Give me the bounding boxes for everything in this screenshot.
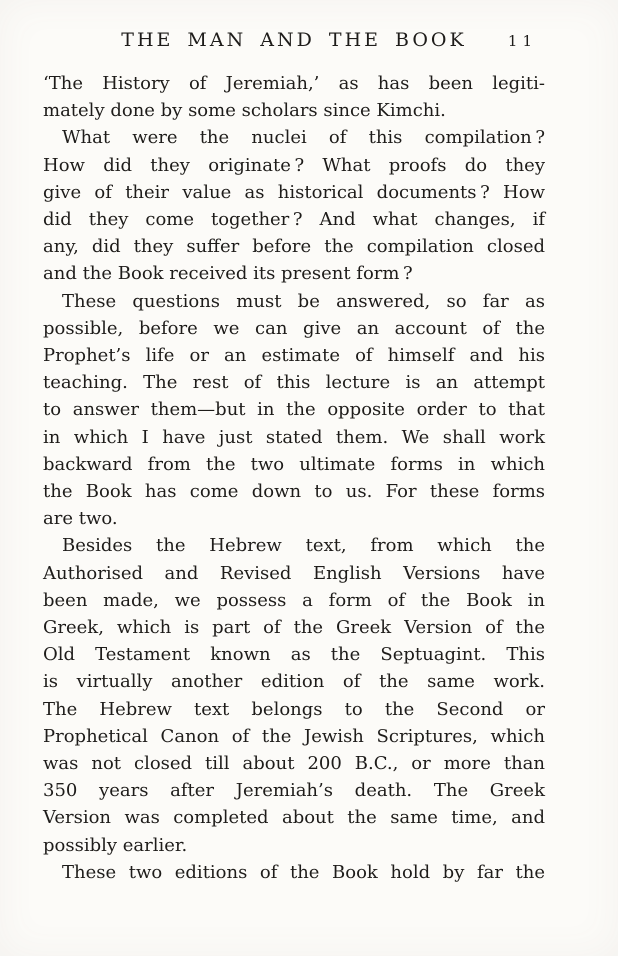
- text-line: to answer them—but in the opposite order to that: [43, 399, 545, 421]
- text-line: been made, we possess a form of the Book in: [43, 589, 545, 611]
- text-line: Version was completed about the same time, and: [43, 807, 545, 829]
- text-line: is virtually another edition of the same work.: [43, 671, 545, 693]
- text-line: was not closed till about 200 B.C., or more than: [43, 753, 545, 775]
- text-line: Greek, which is part of the Greek Version of the: [43, 617, 545, 639]
- text-line: Authorised and Revised English Versions have: [43, 562, 545, 584]
- text-line: Besides the Hebrew text, from which the: [62, 535, 545, 557]
- text-line: Prophet’s life or an estimate of himself and his: [43, 345, 545, 367]
- text-line: mately done by some scholars since Kimchi.: [43, 100, 446, 122]
- text-line: These questions must be answered, so far as: [62, 290, 545, 312]
- text-line: Prophetical Canon of the Jewish Scriptures, which: [43, 725, 545, 747]
- running-header: [43, 29, 545, 55]
- text-line: These two editions of the Book hold by far the: [62, 861, 545, 883]
- text-line: teaching. The rest of this lecture is an attempt: [43, 372, 545, 394]
- text-line: did they come together ? And what changes, if: [43, 209, 545, 231]
- page-body: [43, 70, 545, 886]
- text-line: How did they originate ? What proofs do they: [43, 154, 545, 176]
- page-title: THE MAN AND THE BOOK: [121, 29, 467, 51]
- text-line: possibly earlier.: [43, 834, 188, 856]
- text-line: ‘The History of Jeremiah,’ as has been legiti-: [43, 73, 545, 94]
- text-line: give of their value as historical documents ? How: [43, 181, 545, 203]
- text-line: What were the nuclei of this compilation ?: [62, 127, 545, 149]
- text-line: backward from the two ultimate forms in which: [43, 453, 545, 475]
- text-line: any, did they suffer before the compilation closed: [43, 236, 545, 258]
- text-line: the Book has come down to us. For these forms: [43, 481, 545, 503]
- text-line: possible, before we can give an account of the: [43, 317, 545, 339]
- text-line: are two.: [43, 508, 118, 530]
- text-line: 350 years after Jeremiah’s death. The Greek: [43, 780, 545, 802]
- text-line: Old Testament known as the Septuagint. This: [43, 644, 545, 666]
- text-line: The Hebrew text belongs to the Second or: [43, 698, 545, 720]
- text-line: in which I have just stated them. We shall work: [43, 426, 545, 448]
- page-number: 11: [507, 32, 537, 50]
- text-line: and the Book received its present form ?: [43, 263, 413, 285]
